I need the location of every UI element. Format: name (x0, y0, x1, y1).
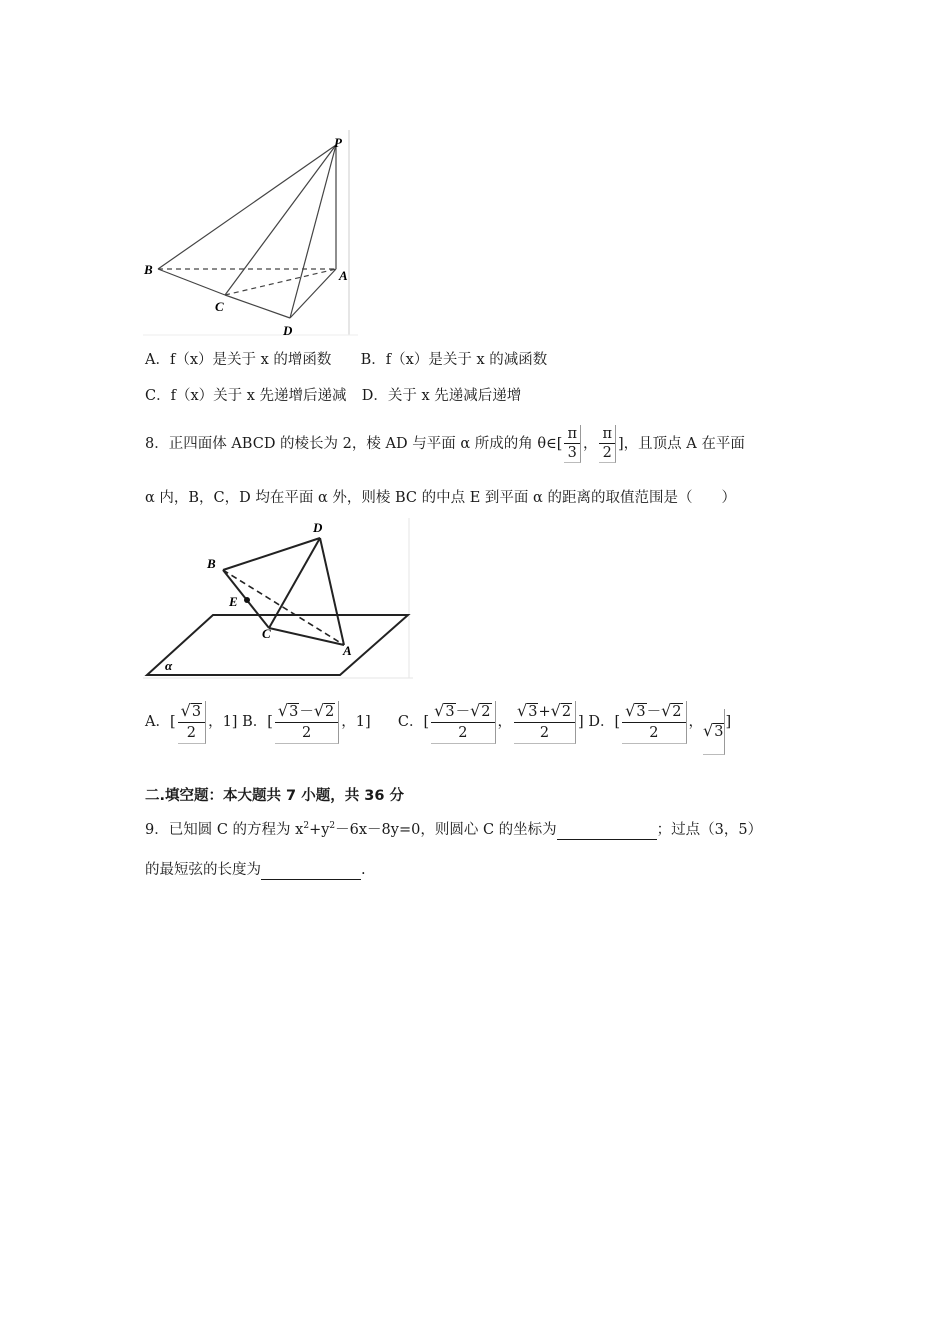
label-B: B (144, 262, 153, 277)
label-A: A (339, 268, 348, 283)
fraction-pi-over-2: $\frac{\pi}{2}$ (599, 425, 616, 463)
label-A: A (343, 643, 352, 658)
q8-option-d: D．[ $\frac{√3-√2}{2}$ ，√3] (588, 714, 731, 730)
q7-option-c: C．f（x）关于 x 先递增后递减 (145, 388, 347, 404)
q7-option-d: D．关于 x 先递减后递增 (361, 388, 522, 404)
label-D: D (313, 520, 323, 535)
fraction-pi-over-3: $\frac{\pi}{3}$ (564, 425, 581, 463)
label-C: C (215, 299, 224, 314)
q7-options-row2 (145, 386, 521, 406)
label-E: E (229, 594, 238, 609)
q8-options (145, 700, 731, 755)
q8-text-part1: 8．正四面体 ABCD 的棱长为 2，棱 AD 与平面 α 所成的角 θ∈[ (145, 436, 563, 452)
label-P: P (334, 135, 342, 150)
q8-text-part2: ]，且顶点 A 在平面 (618, 436, 745, 452)
q8-option-b: B．[ $\frac{√3-√2}{2}$ ，1] (242, 714, 375, 730)
label-alpha: α (165, 658, 173, 673)
q8-option-a: A．[ $\frac{√3}{2}$ ，1] (145, 714, 242, 730)
q9-stem-line1: 9．已知圆 C 的方程为 $x^2+y^2-6x-8y=0$，则圆心 C 的坐标为 ；过点（3，5） (145, 821, 763, 838)
answer-blank-1[interactable] (557, 825, 657, 840)
figure-tetrahedron-plane (143, 518, 413, 683)
label-C: C (262, 626, 271, 641)
label-B: B (207, 556, 216, 571)
q7-option-b: B．f（x）是关于 x 的减函数 (360, 352, 548, 368)
q8-stem-line1: 8．正四面体 ABCD 的棱长为 2，棱 AD 与平面 α 所成的角 θ∈[ $\frac{\pi}{3}$ ， $\frac{\pi}{2}$ ]，且顶点 A 在平面 (145, 426, 745, 461)
q9-stem-line2: 的最短弦的长度为 . (145, 862, 366, 878)
q7-options-row1 (145, 350, 547, 370)
q8-stem-line2: α 内，B，C，D 均在平面 α 外，则棱 BC 的中点 E 到平面 α 的距离的取值范围是（ ） (145, 490, 736, 506)
answer-blank-2[interactable] (261, 865, 361, 880)
section-heading-fill-in: 二.填空题：本大题共 7 小题，共 36 分 (145, 788, 404, 804)
q7-option-a: A．f（x）是关于 x 的增函数 (145, 352, 332, 368)
point-E (244, 597, 250, 603)
label-D: D (283, 323, 293, 338)
q8-option-c: C．[ $\frac{√3-√2}{2}$ ， $\frac{√3+√2}{2}$ ] (398, 714, 588, 730)
figure-pyramid (143, 130, 358, 340)
